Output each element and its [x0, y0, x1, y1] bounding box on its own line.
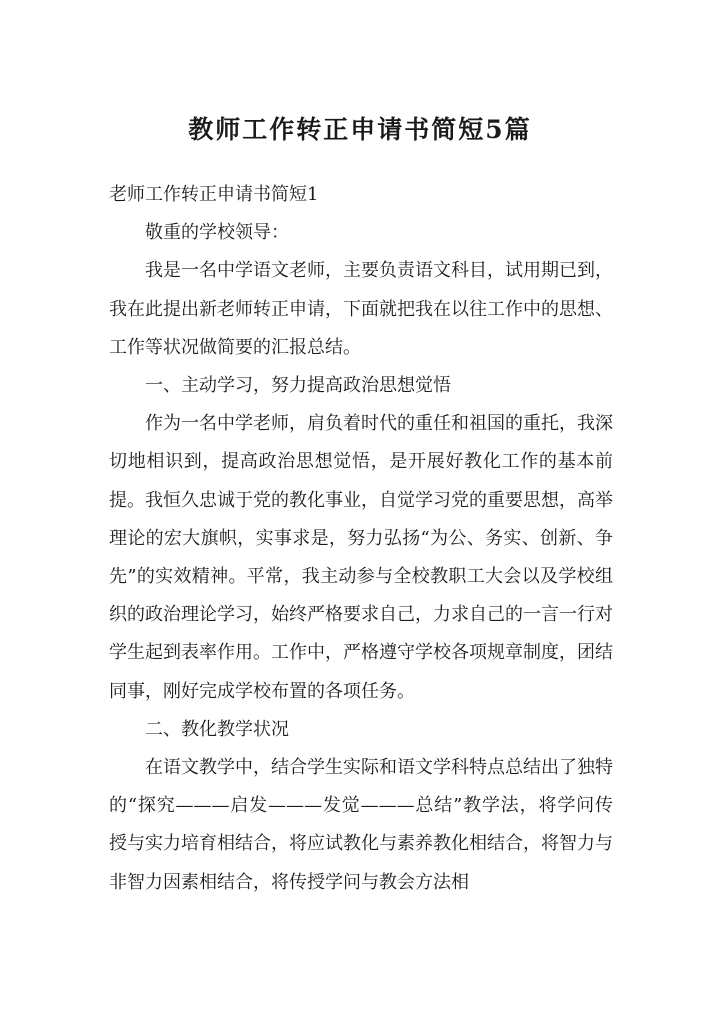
- paragraph-section-1: 作为一名中学老师，肩负着时代的重任和祖国的重托，我深切地相识到，提高政治思想觉悟，是开展好教化工作的基本前提。我恒久忠诚于党的教化事业，自觉学习党的重要思想，高举理论的宏大旗帜，实事求是，努力弘扬“为公、务实、创新、争先”的实效精神。平常，我主动参与全校教职工大会以及学校组织的政治理论学习，始终严格要求自己，力求自己的一言一行对学生起到表率作用。工作中，严格遵守学校各项规章制度，团结同事，刚好完成学校布置的各项任务。: [109, 413, 613, 702]
- document-title: 教师工作转正申请书简短5篇: [188, 115, 532, 144]
- paragraph-intro: 我是一名中学语文老师，主要负责语文科目，试用期已到，我在此提出新老师转正申请，下面就把我在以往工作中的思想、工作等状况做简要的汇报总结。: [109, 260, 613, 358]
- salutation: 敬重的学校领导：: [145, 222, 289, 244]
- section-subtitle: 老师工作转正申请书简短1: [109, 184, 319, 205]
- document-body: [109, 176, 613, 902]
- paragraph-section-2: 在语文教学中，结合学生实际和语文学科特点总结出了独特的“探究———启发———发觉———总结”教学法，将学问传授与实力培育相结合，将应试教化与素养教化相结合，将智力与非智力因素相结合，将传授学问与教会方法相: [109, 757, 613, 893]
- heading-section-1: 一、主动学习，努力提高政治思想觉悟: [145, 375, 451, 397]
- heading-section-2: 二、教化教学状况: [145, 718, 289, 740]
